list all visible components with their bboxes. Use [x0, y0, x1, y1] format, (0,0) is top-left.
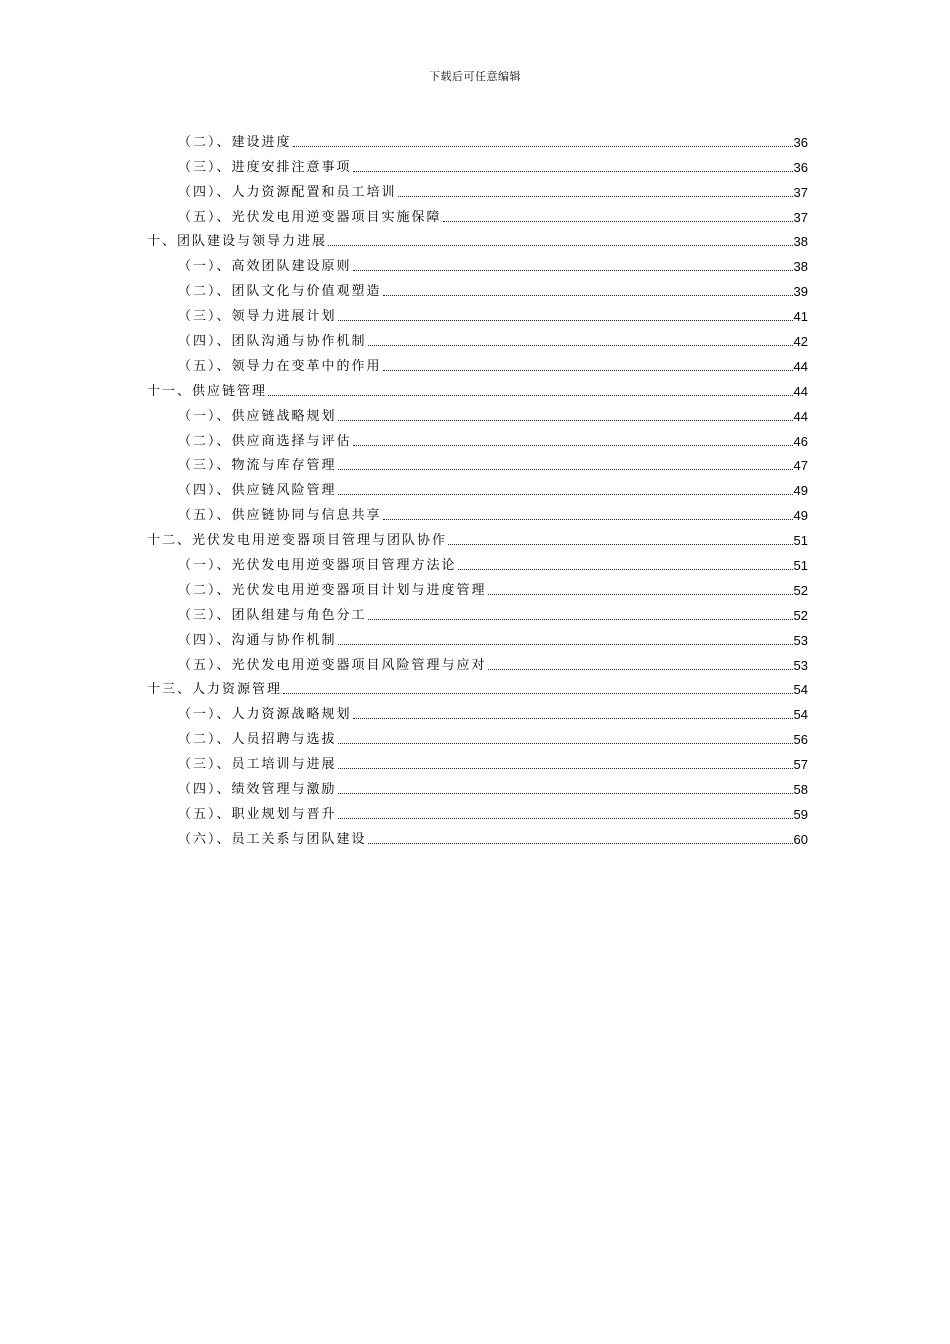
toc-dot-leader: [293, 146, 793, 147]
toc-dot-leader: [353, 718, 793, 719]
toc-section-entry[interactable]: [147, 424, 808, 449]
toc-section-entry[interactable]: [147, 697, 808, 722]
toc-entry-title: （五）、光伏发电用逆变器项目风险管理与应对: [178, 657, 487, 673]
toc-entry-title: 十、团队建设与领导力进展: [147, 234, 328, 250]
toc-entry-title: （五）、供应链协同与信息共享: [178, 508, 382, 524]
toc-entry-page-number: 41: [793, 309, 808, 325]
toc-entry-title: （二）、供应商选择与评估: [178, 433, 352, 449]
toc-entry-title: （四）、人力资源配置和员工培训: [178, 184, 397, 200]
toc-entry-title: （二）、团队文化与价值观塑造: [178, 284, 382, 300]
toc-entry-page-number: 49: [793, 483, 808, 499]
toc-entry-page-number: 52: [793, 582, 808, 598]
toc-section-entry[interactable]: [147, 150, 808, 175]
toc-section-entry[interactable]: [147, 797, 808, 822]
toc-entry-page-number: 44: [793, 408, 808, 424]
toc-entry-title: （三）、领导力进展计划: [178, 309, 337, 325]
toc-dot-leader: [338, 420, 793, 421]
toc-entry-page-number: 57: [793, 757, 808, 773]
toc-chapter-entry[interactable]: [147, 374, 808, 399]
toc-entry-page-number: 53: [793, 632, 808, 648]
toc-entry-page-number: 56: [793, 732, 808, 748]
toc-section-entry[interactable]: [147, 722, 808, 747]
toc-entry-page-number: 42: [793, 334, 808, 350]
toc-entry-title: （一）、供应链战略规划: [178, 408, 337, 424]
toc-chapter-entry[interactable]: [147, 225, 808, 250]
toc-section-entry[interactable]: [147, 598, 808, 623]
toc-dot-leader: [448, 544, 793, 545]
toc-entry-page-number: 59: [793, 806, 808, 822]
toc-section-entry[interactable]: [147, 349, 808, 374]
toc-entry-title: （二）、人员招聘与选拔: [178, 732, 337, 748]
toc-entry-page-number: 58: [793, 782, 808, 798]
toc-entry-page-number: 38: [793, 259, 808, 275]
toc-section-entry[interactable]: [147, 324, 808, 349]
table-of-contents: [147, 125, 808, 847]
toc-entry-title: （五）、领导力在变革中的作用: [178, 358, 382, 374]
toc-dot-leader: [338, 793, 793, 794]
toc-dot-leader: [488, 594, 793, 595]
toc-dot-leader: [383, 370, 793, 371]
toc-dot-leader: [268, 395, 793, 396]
toc-dot-leader: [458, 569, 793, 570]
toc-entry-title: （一）、人力资源战略规划: [178, 707, 352, 723]
toc-section-entry[interactable]: [147, 175, 808, 200]
toc-section-entry[interactable]: [147, 623, 808, 648]
toc-dot-leader: [353, 445, 793, 446]
toc-dot-leader: [328, 245, 793, 246]
toc-dot-leader: [353, 171, 793, 172]
toc-entry-page-number: 36: [793, 159, 808, 175]
toc-entry-page-number: 51: [793, 533, 808, 549]
toc-dot-leader: [398, 196, 793, 197]
toc-entry-title: （五）、光伏发电用逆变器项目实施保障: [178, 209, 442, 225]
toc-section-entry[interactable]: [147, 449, 808, 474]
toc-dot-leader: [488, 669, 793, 670]
toc-section-entry[interactable]: [147, 822, 808, 847]
toc-section-entry[interactable]: [147, 498, 808, 523]
toc-entry-title: 十二、光伏发电用逆变器项目管理与团队协作: [147, 533, 448, 549]
toc-dot-leader: [368, 843, 793, 844]
toc-section-entry[interactable]: [147, 200, 808, 225]
toc-dot-leader: [368, 619, 793, 620]
toc-entry-page-number: 38: [793, 234, 808, 250]
toc-entry-page-number: 60: [793, 831, 808, 847]
toc-section-entry[interactable]: [147, 399, 808, 424]
toc-entry-page-number: 54: [793, 682, 808, 698]
toc-dot-leader: [353, 270, 793, 271]
toc-dot-leader: [283, 693, 793, 694]
toc-dot-leader: [338, 494, 793, 495]
toc-entry-page-number: 37: [793, 184, 808, 200]
toc-entry-title: 十三、人力资源管理: [147, 682, 283, 698]
toc-entry-page-number: 52: [793, 607, 808, 623]
toc-section-entry[interactable]: [147, 648, 808, 673]
toc-dot-leader: [443, 221, 793, 222]
toc-entry-page-number: 44: [793, 383, 808, 399]
toc-section-entry[interactable]: [147, 473, 808, 498]
toc-entry-page-number: 44: [793, 358, 808, 374]
toc-entry-title: （一）、高效团队建设原则: [178, 259, 352, 275]
page-header: 下载后可任意编辑: [429, 70, 521, 83]
toc-entry-page-number: 49: [793, 508, 808, 524]
toc-entry-page-number: 54: [793, 707, 808, 723]
toc-entry-page-number: 51: [793, 558, 808, 574]
toc-entry-page-number: 53: [793, 657, 808, 673]
toc-entry-title: （四）、沟通与协作机制: [178, 632, 337, 648]
toc-entry-title: （三）、员工培训与进展: [178, 757, 337, 773]
toc-section-entry[interactable]: [147, 573, 808, 598]
toc-section-entry[interactable]: [147, 274, 808, 299]
toc-entry-title: （三）、进度安排注意事项: [178, 159, 352, 175]
toc-dot-leader: [338, 644, 793, 645]
toc-dot-leader: [368, 345, 793, 346]
toc-entry-title: （二）、光伏发电用逆变器项目计划与进度管理: [178, 582, 487, 598]
toc-entry-title: 十一、供应链管理: [147, 383, 268, 399]
toc-section-entry[interactable]: [147, 249, 808, 274]
toc-entry-title: （四）、供应链风险管理: [178, 483, 337, 499]
toc-entry-title: （一）、光伏发电用逆变器项目管理方法论: [178, 558, 457, 574]
toc-entry-page-number: 46: [793, 433, 808, 449]
toc-entry-title: （三）、物流与库存管理: [178, 458, 337, 474]
toc-entry-title: （四）、团队沟通与协作机制: [178, 334, 367, 350]
toc-dot-leader: [383, 519, 793, 520]
toc-chapter-entry[interactable]: [147, 673, 808, 698]
toc-section-entry[interactable]: [147, 125, 808, 150]
toc-section-entry[interactable]: [147, 548, 808, 573]
toc-section-entry[interactable]: [147, 299, 808, 324]
toc-entry-title: （三）、团队组建与角色分工: [178, 607, 367, 623]
toc-dot-leader: [338, 743, 793, 744]
toc-dot-leader: [383, 295, 793, 296]
toc-chapter-entry[interactable]: [147, 523, 808, 548]
toc-dot-leader: [338, 469, 793, 470]
toc-dot-leader: [338, 768, 793, 769]
toc-entry-title: （四）、绩效管理与激励: [178, 782, 337, 798]
toc-entry-title: （五）、职业规划与晋升: [178, 806, 337, 822]
toc-dot-leader: [338, 320, 793, 321]
toc-entry-title: （二）、建设进度: [178, 134, 292, 150]
toc-entry-page-number: 37: [793, 209, 808, 225]
toc-section-entry[interactable]: [147, 772, 808, 797]
toc-entry-page-number: 47: [793, 458, 808, 474]
toc-entry-page-number: 39: [793, 284, 808, 300]
toc-section-entry[interactable]: [147, 747, 808, 772]
toc-entry-page-number: 36: [793, 134, 808, 150]
toc-entry-title: （六）、员工关系与团队建设: [178, 831, 367, 847]
toc-dot-leader: [338, 818, 793, 819]
